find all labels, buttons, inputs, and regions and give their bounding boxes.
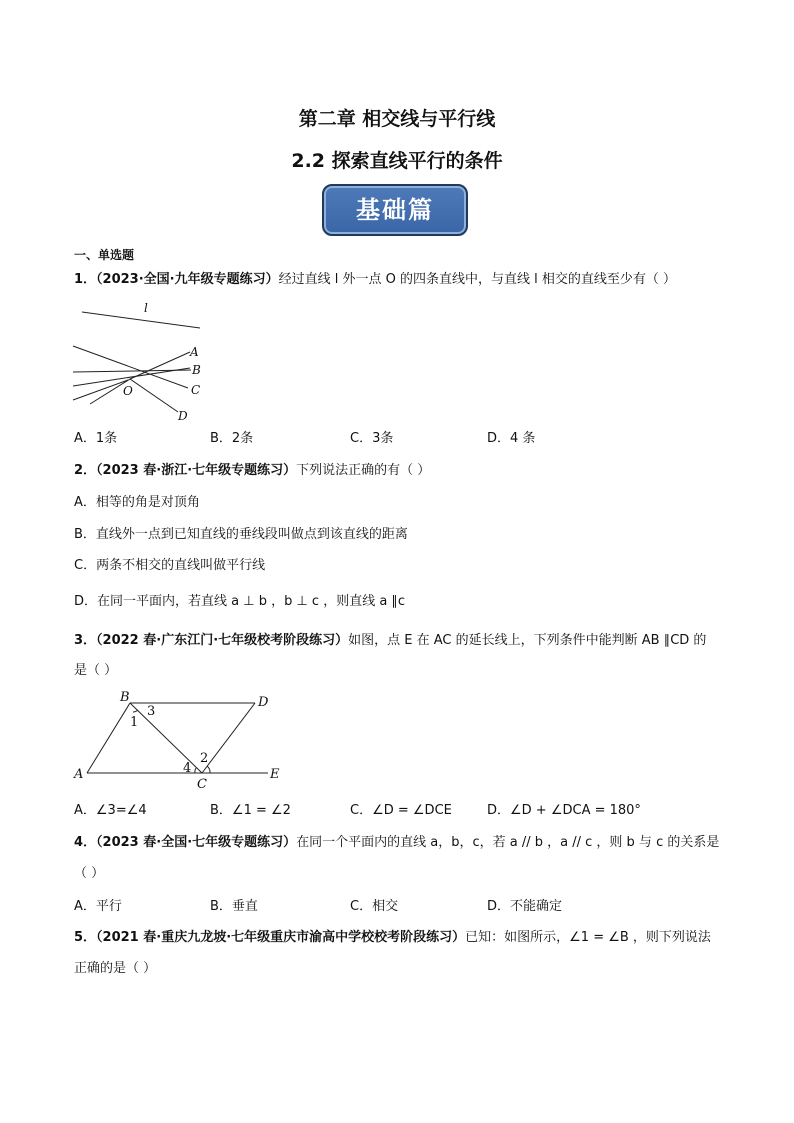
q5-text: 已知：如图所示，∠1 = ∠B ，则下列说法 <box>465 930 711 945</box>
q3-line-ab <box>87 703 130 773</box>
q2-option-c: C．两条不相交的直线叫做平行线 <box>74 558 266 573</box>
q1-label-c: C <box>191 383 201 397</box>
question-2 <box>74 462 430 480</box>
part-heading: 一、单选题 <box>74 248 135 262</box>
q3-text-cont: 是（ ） <box>74 663 118 678</box>
q3-text: 如图，点 E 在 AC 的延长线上，下列条件中能判断 AB ∥CD 的 <box>348 633 707 648</box>
q3-label-2: 2 <box>200 751 209 766</box>
q3-arc-1 <box>133 710 138 712</box>
q3-option-c: C．∠D = ∠DCE <box>350 803 452 818</box>
q3-arc-4 <box>195 768 196 773</box>
question-1 <box>74 271 676 289</box>
q1-line-l <box>82 312 200 328</box>
q2-option-d: D．在同一平面内，若直线 a ⊥ b ，b ⊥ c ，则直线 a ∥c <box>74 594 406 609</box>
q3-label-1: 1 <box>130 715 139 730</box>
level-badge: 基础篇 <box>322 184 468 236</box>
q3-source: （2022 春·广东江门·七年级校考阶段练习） <box>96 633 349 648</box>
q1-option-b: B．2条 <box>210 431 254 446</box>
q3-number: 3． <box>74 633 97 648</box>
q3-label-a: A <box>74 767 84 782</box>
q4-option-d: D．不能确定 <box>487 899 563 914</box>
chapter-title: 第二章 相交线与平行线 <box>298 108 496 130</box>
q1-text: 经过直线 l 外一点 O 的四条直线中，与直线 l 相交的直线至少有（ ） <box>278 272 676 287</box>
q1-label-a: A <box>190 345 199 359</box>
q1-source: （2023·全国·九年级专题练习） <box>96 272 279 287</box>
q4-option-c: C．相交 <box>350 899 399 914</box>
q3-arc-2 <box>207 766 210 773</box>
q1-line-a1 <box>73 346 188 388</box>
q3-figure <box>70 686 290 792</box>
q1-label-d: D <box>178 409 188 423</box>
q3-label-c: C <box>197 777 207 792</box>
q3-label-e: E <box>270 767 280 782</box>
q1-option-d: D．4 条 <box>487 431 536 446</box>
q3-option-b: B．∠1 = ∠2 <box>210 803 291 818</box>
q4-source: （2023 春·全国·七年级专题练习） <box>96 835 297 850</box>
q3-label-d: D <box>258 695 269 710</box>
q1-line-a2 <box>130 352 190 379</box>
q2-option-a: A．相等的角是对顶角 <box>74 495 200 510</box>
q1-label-b: B <box>192 363 201 377</box>
q3-option-d: D．∠D + ∠DCA = 180° <box>487 803 641 818</box>
q1-label-o: O <box>123 384 133 398</box>
q3-label-b: B <box>120 690 130 705</box>
q4-option-a: A．平行 <box>74 899 122 914</box>
q5-source: （2021 春·重庆九龙坡·七年级重庆市渝高中学校校考阶段练习） <box>96 930 466 945</box>
q5-number: 5． <box>74 930 97 945</box>
q4-option-b: B．垂直 <box>210 899 258 914</box>
q1-option-a: A．1条 <box>74 431 118 446</box>
q1-figure <box>70 296 210 426</box>
q1-option-c: C．3条 <box>350 431 394 446</box>
section-title: 2.2 探索直线平行的条件 <box>291 150 503 172</box>
q3-label-3: 3 <box>147 704 156 719</box>
q2-source: （2023 春·浙江·七年级专题练习） <box>96 463 297 478</box>
question-5 <box>74 929 711 947</box>
q4-text: 在同一个平面内的直线 a，b，c，若 a // b ，a // c ，则 b 与 c 的关系是 <box>296 835 720 850</box>
q3-label-4: 4 <box>183 761 192 776</box>
q2-text: 下列说法正确的有（ ） <box>296 463 431 478</box>
q3-line-dc <box>202 703 255 773</box>
q5-text-cont: 正确的是（ ） <box>74 961 157 976</box>
q1-line-d <box>130 379 178 412</box>
q4-text-cont: （ ） <box>74 866 105 881</box>
q2-number: 2． <box>74 463 97 478</box>
question-4 <box>74 834 719 852</box>
question-3 <box>74 632 706 650</box>
q4-number: 4． <box>74 835 97 850</box>
q1-label-l: l <box>144 301 148 315</box>
q1-number: 1． <box>74 272 97 287</box>
q3-option-a: A．∠3=∠4 <box>74 803 147 818</box>
q2-option-b: B．直线外一点到已知直线的垂线段叫做点到该直线的距离 <box>74 527 408 542</box>
